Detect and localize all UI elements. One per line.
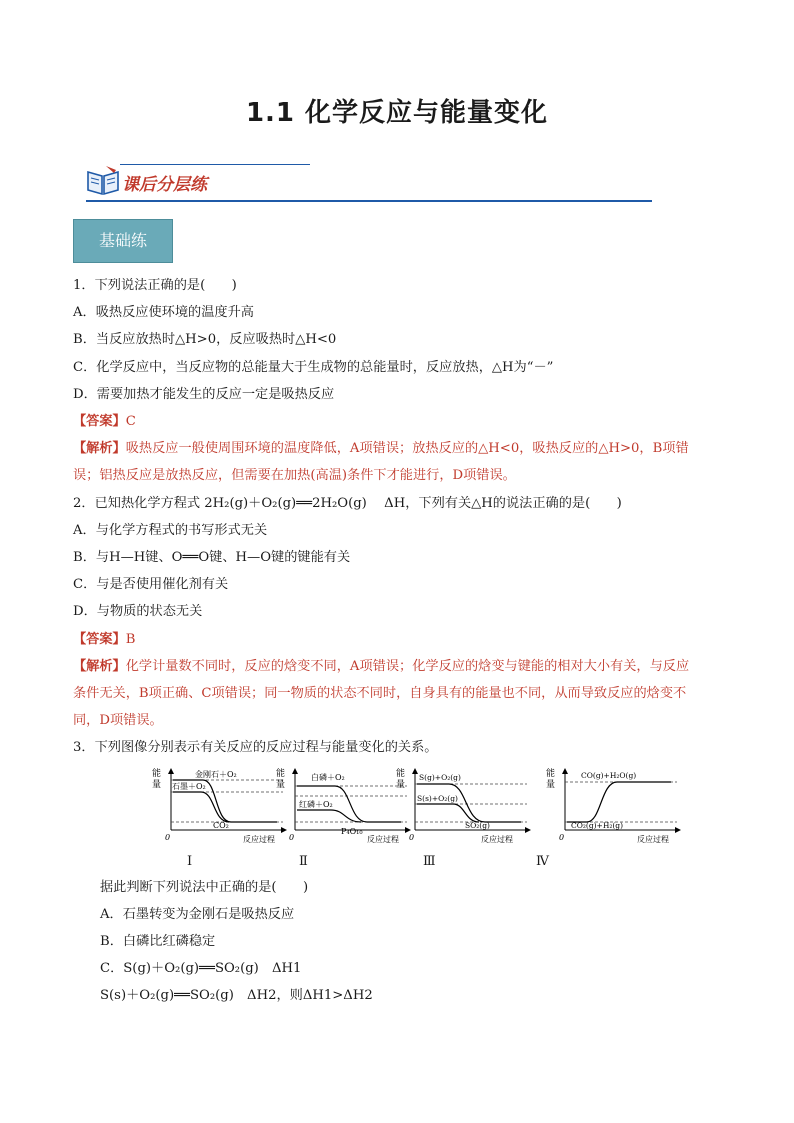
q2-answer xyxy=(73,626,733,653)
fig2-origin: 0 xyxy=(289,832,295,842)
q3-option-a: A．石墨转变为金刚石是吸热反应 xyxy=(100,906,295,922)
fig4-number: Ⅳ xyxy=(536,853,549,869)
analysis-tag: 【解析】 xyxy=(73,658,126,674)
banner-topline xyxy=(120,164,310,165)
page-title: 1.1 化学反应与能量变化 xyxy=(245,98,549,128)
q2-option-d: D．与物质的状态无关 xyxy=(73,604,203,620)
q2-option-b: B．与H—H键、O══O键、H—O键的键能有关 xyxy=(73,550,351,566)
fig1-label-mid: 石墨＋O₂ xyxy=(172,781,206,791)
q2-stem: 2．已知热化学方程式 2H₂(g)＋O₂(g)══2H₂O(g) ΔH，下列有关△H的说法正确的是( ) xyxy=(73,495,622,511)
q2-option-a: A．与化学方程式的书写形式无关 xyxy=(73,522,268,538)
q3-option-c-cont: S(s)＋O₂(g)══SO₂(g) ΔH2，则ΔH1>ΔH2 xyxy=(100,988,373,1004)
question-content xyxy=(73,272,733,1010)
analysis-text: 化学计量数不同时，反应的焓变不同，A项错误；化学反应的焓变与键能的相对大小有关，与反应 xyxy=(125,658,690,674)
q2-analysis-line-2: 条件无关，B项正确、C项错误；同一物质的状态不同时，自身具有的能量也不同，从而导致反应的焓变不 xyxy=(73,686,687,702)
fig1-ylabel-2: 量 xyxy=(152,779,162,790)
fig2-number: Ⅱ xyxy=(299,853,308,869)
fig1-xlabel: 反应过程 xyxy=(243,834,275,844)
fig3-label-mid: S(s)+O₂(g) xyxy=(417,793,458,803)
answer-value: C xyxy=(125,414,136,430)
fig2-label-top: 白磷＋O₂ xyxy=(311,772,345,782)
fig1-label-bottom: CO₂ xyxy=(213,820,229,830)
answer-value: B xyxy=(125,631,136,647)
fig4-ylabel-2: 量 xyxy=(546,779,556,790)
fig3-ylabel-1: 能 xyxy=(396,768,406,779)
fig1-number: Ⅰ xyxy=(187,853,193,869)
fig4-xlabel: 反应过程 xyxy=(637,834,669,844)
section-tab: 基础练 xyxy=(73,219,173,263)
fig1-origin: 0 xyxy=(165,832,171,842)
section-banner xyxy=(86,162,652,202)
fig3-number: Ⅲ xyxy=(423,853,436,869)
fig4-label-top: CO(g)+H₂O(g) xyxy=(581,770,637,780)
energy-diagram-1 xyxy=(151,766,291,846)
fig1-ylabel-1: 能 xyxy=(152,768,162,779)
energy-diagram-3 xyxy=(395,766,535,846)
energy-diagram-2 xyxy=(275,766,415,846)
q1-answer xyxy=(73,408,733,435)
q1-analysis-line-2: 误；铝热反应是放热反应，但需要在加热(高温)条件下才能进行，D项错误。 xyxy=(73,468,516,484)
q3-stem: 3．下列图像分别表示有关反应的反应过程与能量变化的关系。 xyxy=(73,740,438,756)
answer-tag: 【答案】 xyxy=(73,414,126,430)
q1-option-c: C．化学反应中，当反应物的总能量大于生成物的总能量时，反应放热，△H为“－” xyxy=(73,359,554,375)
analysis-tag: 【解析】 xyxy=(73,441,126,457)
q2-analysis-line-3: 同，D项错误。 xyxy=(73,713,163,729)
q3-lead: 据此判断下列说法中正确的是( ) xyxy=(100,879,309,895)
fig2-ylabel-2: 量 xyxy=(276,779,286,790)
fig4-ylabel-1: 能 xyxy=(546,768,556,779)
fig3-label-top: S(g)+O₂(g) xyxy=(419,772,461,782)
fig3-label-bottom: SO₂(g) xyxy=(465,820,490,830)
book-icon xyxy=(86,164,120,200)
q1-stem: 1．下列说法正确的是( ) xyxy=(73,278,237,293)
q2-analysis-line-1 xyxy=(73,653,733,680)
q1-option-b: B．当反应放热时△H>0，反应吸热时△H<0 xyxy=(73,332,337,348)
q1-option-a: A．吸热反应使环境的温度升高 xyxy=(73,305,254,321)
analysis-text: 吸热反应一般使周围环境的温度降低，A项错误；放热反应的△H<0，吸热反应的△H>0，B项错 xyxy=(125,441,689,457)
fig3-origin: 0 xyxy=(409,832,415,842)
q3-option-b: B．白磷比红磷稳定 xyxy=(100,934,216,950)
fig1-label-top: 金刚石＋O₂ xyxy=(195,769,237,779)
fig3-xlabel: 反应过程 xyxy=(481,834,513,844)
fig2-label-mid: 红磷＋O₂ xyxy=(299,799,333,809)
energy-diagram-4 xyxy=(545,766,685,846)
q3-option-c: C．S(g)＋O₂(g)══SO₂(g) ΔH1 xyxy=(100,961,302,977)
energy-diagram-row xyxy=(73,766,733,870)
q2-option-c: C．与是否使用催化剂有关 xyxy=(73,577,229,593)
q1-option-d: D．需要加热才能发生的反应一定是吸热反应 xyxy=(73,386,335,402)
banner-label: 课后分层练 xyxy=(122,175,207,195)
fig4-label-bottom: CO₂(g)+H₂(g) xyxy=(571,820,624,830)
fig2-label-bottom: P₄O₁₀ xyxy=(341,826,363,836)
fig2-xlabel: 反应过程 xyxy=(367,834,399,844)
fig2-ylabel-1: 能 xyxy=(276,768,286,779)
fig3-ylabel-2: 量 xyxy=(396,779,406,790)
q1-analysis-line-1 xyxy=(73,435,733,462)
fig4-origin: 0 xyxy=(559,832,565,842)
banner-rule xyxy=(86,200,652,202)
answer-tag: 【答案】 xyxy=(73,631,126,647)
